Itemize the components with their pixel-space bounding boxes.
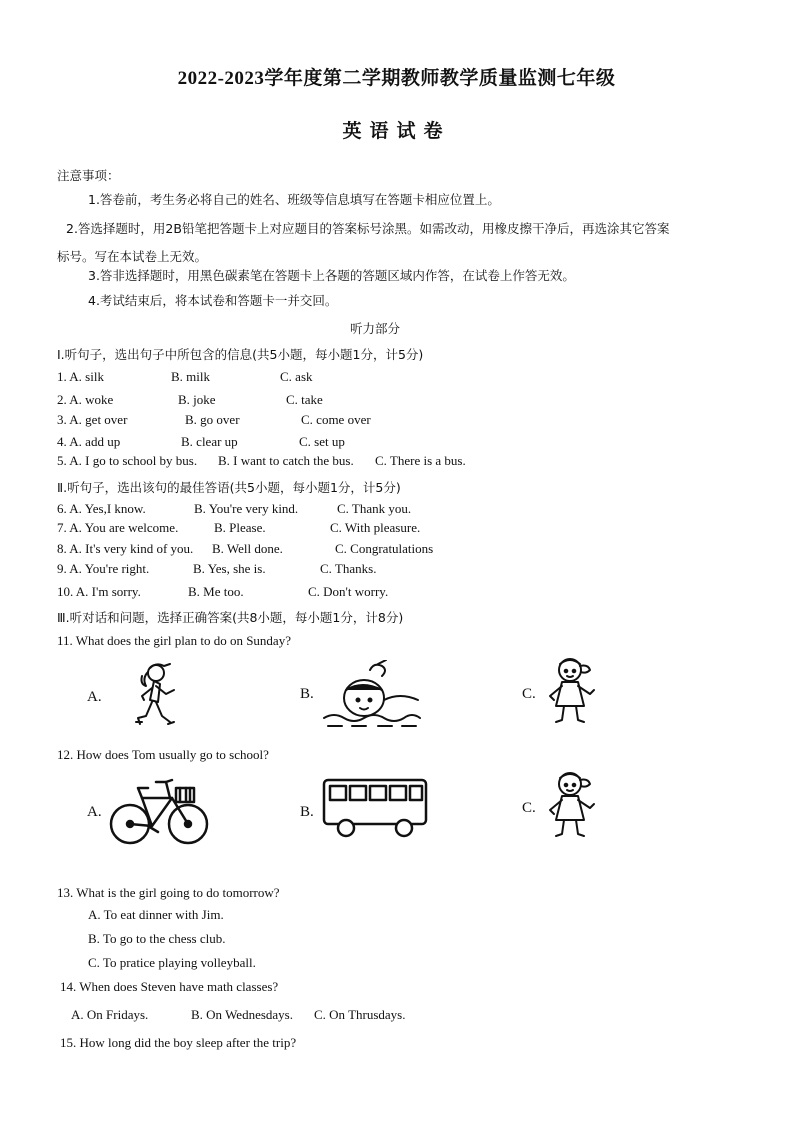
option-b: B. To go to the chess club. bbox=[88, 931, 226, 946]
option-b: B. Me too. bbox=[188, 584, 244, 599]
option-b: B. Well done. bbox=[212, 541, 283, 556]
question-row bbox=[57, 369, 757, 387]
question-row bbox=[57, 561, 757, 579]
notice-item-2a: 2.答选择题时，用2B铅笔把答题卡上对应题目的答案标号涂黑。如需改动，用橡皮擦干净后，再选涂其它答案 bbox=[66, 221, 670, 236]
listening-part-heading: 听力部分 bbox=[350, 321, 401, 336]
notice-heading: 注意事项： bbox=[57, 168, 120, 183]
question-row bbox=[57, 501, 757, 519]
section3-heading: Ⅲ.听对话和问题，选择正确答案(共8小题，每小题1分，计8分) bbox=[57, 610, 404, 625]
question-row bbox=[57, 412, 757, 430]
question-14: 14. When does Steven have math classes? bbox=[60, 979, 279, 994]
option-b: B. I want to catch the bus. bbox=[218, 453, 354, 468]
picture-label-c: C. bbox=[522, 686, 536, 702]
picture-label-b: B. bbox=[300, 686, 314, 702]
option-c: C. To pratice playing volleyball. bbox=[88, 955, 256, 970]
bicycle-icon bbox=[108, 776, 210, 848]
option-a: 2. A. woke bbox=[57, 392, 114, 407]
picture-label-c: C. bbox=[522, 800, 536, 816]
exam-subtitle: 英语试卷 bbox=[342, 121, 451, 142]
option-a: 10. A. I'm sorry. bbox=[57, 584, 141, 599]
option-b: B. milk bbox=[171, 369, 211, 384]
option-a: 9. A. You're right. bbox=[57, 561, 150, 576]
option-a: 1. A. silk bbox=[57, 369, 104, 384]
notice-item-1: 1.答卷前，考生务必将自己的姓名、班级等信息填写在答题卡相应位置上。 bbox=[88, 192, 500, 207]
option-c: C. take bbox=[286, 392, 323, 407]
option-a: 5. A. I go to school by bus. bbox=[57, 453, 198, 468]
question-15: 15. How long did the boy sleep after the trip? bbox=[60, 1035, 297, 1050]
option-c: C. There is a bus. bbox=[375, 453, 466, 468]
question-row bbox=[57, 434, 757, 452]
notice-item-4: 4.考试结束后，将本试卷和答题卡一并交回。 bbox=[88, 293, 338, 308]
option-c: C. set up bbox=[299, 434, 345, 449]
question-row bbox=[57, 392, 757, 410]
option-b: B. Yes, she is. bbox=[193, 561, 266, 576]
option-b: B. You're very kind. bbox=[194, 501, 299, 516]
option-c: C. come over bbox=[301, 412, 371, 427]
option-a: 4. A. add up bbox=[57, 434, 121, 449]
section1-heading: Ⅰ.听句子，选出句子中所包含的信息(共5小题，每小题1分，计5分) bbox=[57, 347, 424, 362]
section2-heading: Ⅱ.听句子，选出该句的最佳答语(共5小题，每小题1分，计5分) bbox=[57, 480, 401, 495]
option-a: 8. A. It's very kind of you. bbox=[57, 541, 194, 556]
notice-item-3: 3.答非选择题时，用黑色碳素笔在答题卡上各题的答题区域内作答，在试卷上作答无效。 bbox=[88, 268, 575, 283]
notice-item-2b: 标号。写在本试卷上无效。 bbox=[57, 249, 208, 264]
question-row bbox=[57, 520, 757, 538]
picture-label-a: A. bbox=[87, 689, 102, 705]
walking-girl-icon bbox=[544, 768, 600, 844]
option-b: B. Please. bbox=[214, 520, 266, 535]
swimming-girl-icon bbox=[322, 660, 422, 732]
question-row bbox=[57, 584, 757, 602]
option-a: 7. A. You are welcome. bbox=[57, 520, 179, 535]
question-12: 12. How does Tom usually go to school? bbox=[57, 747, 269, 762]
question-11: 11. What does the girl plan to do on Sunday? bbox=[57, 633, 291, 648]
option-b: B. clear up bbox=[181, 434, 238, 449]
option-b: B. go over bbox=[185, 412, 240, 427]
option-b: B. On Wednesdays. bbox=[191, 1007, 293, 1022]
option-c: C. Thank you. bbox=[337, 501, 412, 516]
option-a: 6. A. Yes,I know. bbox=[57, 501, 146, 516]
option-c: C. On Thrusdays. bbox=[314, 1007, 406, 1022]
option-a: 3. A. get over bbox=[57, 412, 128, 427]
option-c: C. Don't worry. bbox=[308, 584, 389, 599]
running-girl-icon bbox=[126, 660, 181, 736]
picture-label-a: A. bbox=[87, 804, 102, 820]
exam-title: 2022-2023学年度第二学期教师教学质量监测七年级 bbox=[177, 68, 616, 89]
question-row bbox=[57, 541, 757, 559]
question-row bbox=[57, 453, 757, 471]
option-c: C. ask bbox=[280, 369, 313, 384]
bus-icon bbox=[322, 776, 428, 840]
walking-girl-icon bbox=[544, 654, 600, 730]
option-c: C. With pleasure. bbox=[330, 520, 421, 535]
option-a: A. To eat dinner with Jim. bbox=[88, 907, 224, 922]
option-a: A. On Fridays. bbox=[71, 1007, 149, 1022]
question-row bbox=[71, 1007, 571, 1025]
question-13: 13. What is the girl going to do tomorrow? bbox=[57, 885, 280, 900]
option-c: C. Thanks. bbox=[320, 561, 377, 576]
picture-label-b: B. bbox=[300, 804, 314, 820]
option-c: C. Congratulations bbox=[335, 541, 434, 556]
option-b: B. joke bbox=[178, 392, 216, 407]
